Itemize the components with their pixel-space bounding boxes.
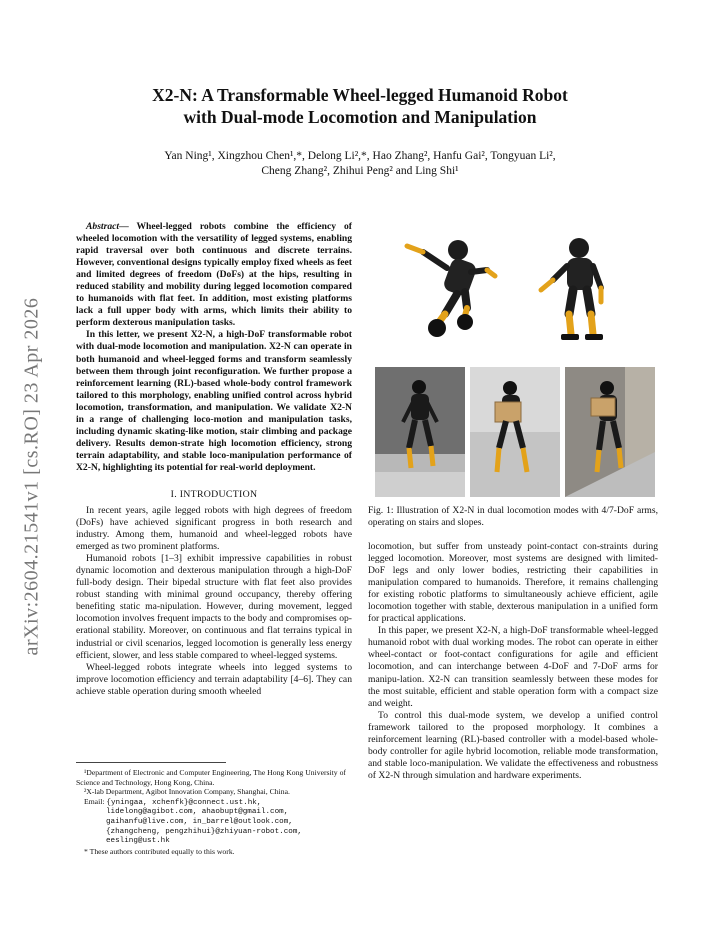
footnote-emails (76, 797, 356, 847)
intro-paragraph-2: Humanoid robots [1–3] exhibit impressive capabilities in robust dynamic locomotion and dexterous manipulation through a high-DoF full-body design. Their bipedal structure with flat feet also provides robust standing with minimal ground occupancy, thereby offering benefiting static ma-nipulation. However, during movement, legged locomotion involves frequent impacts to the body and compromises op-erational stability. Moreover, on continuous and flat terrains typical in industrial or civil scenarios, legged locomotion is generally less energy efficient, slower, and less stable compared to wheel-legged systems. (76, 553, 352, 661)
title-line-1: X2-N: A Transformable Wheel-legged Humanoid Robot (152, 85, 568, 105)
photo-package-delivery (470, 367, 560, 497)
right-paragraph-2: In this paper, we present X2-N, a high-DoF transformable wheel-legged humanoid robot with dual working modes. The robot can operate in either wheel-contact or foot-contact configurations for agile and efficient locomotion, and can interchange between 4-DoF and 7-DoF arms for manipu-lation. X2-N can transition seamlessly between these modes for the most suitable, efficient and stable operation form with a compact size and weight. (368, 625, 658, 709)
email-line: lidelong@agibot.com, ahaobupt@gmail.com, (106, 808, 289, 817)
email-line: gaihanfu@live.com, in_barrel@outlook.com, (106, 817, 293, 826)
robot-wheel-legged-render (407, 240, 495, 337)
abstract (76, 221, 352, 474)
abstract-paragraph-2: In this letter, we present X2-N, a high-DoF transformable robot with dual-mode locomotion and manipulation. X2-N can operate in both humanoid and wheel-legged forms and transform seamlessly between them through joint reconfiguration. We further propose a reinforcement learning (RL)-based whole-body control framework tailored to this morphology, enabling unified control across hybrid locomotion, transformation, and manipulation. We validate X2-N in a range of challenging loco-motion and manipulation tasks, including dynamic skating-like motion, stair climbing and package delivery. Results demon-strate high locomotion efficiency, strong terrain adaptability, and stable loco-manipulation performance of X2-N, highlighting its potential for real-world deployment. (76, 329, 352, 473)
robot-humanoid-render (541, 238, 603, 340)
arxiv-stamp: arXiv:2604.21541v1 [cs.RO] 23 Apr 2026 (20, 297, 43, 656)
authors-line-1: Yan Ning¹, Xingzhou Chen¹,*, Delong Li²,*, Hao Zhang², Hanfu Gai², Tongyuan Li², (164, 150, 556, 162)
photo-slope (565, 367, 655, 497)
author-list (80, 149, 640, 179)
introduction-text (76, 505, 352, 698)
robot-illustration (375, 222, 655, 500)
right-column-text (368, 541, 658, 782)
intro-paragraph-3: Wheel-legged robots integrate wheels into legged systems to improve locomotion efficiency and terrain adaptability [4–6]. They can achieve stable operation during smooth wheeled (76, 661, 352, 697)
abstract-lead: Abstract (86, 221, 120, 232)
email-line: {zhangcheng, pengzhihui}@zhiyuan-robot.com, (106, 827, 302, 836)
email-line: {yningaa, xchenfk}@connect.ust.hk, (106, 798, 262, 807)
footnote-equal-contribution: * These authors contributed equally to this work. (84, 846, 235, 856)
photo-stairs (375, 367, 465, 497)
section-heading: I. INTRODUCTION (170, 489, 258, 500)
footnote-rule (76, 762, 226, 763)
footnote-affiliation-1: ¹Department of Electronic and Computer Engineering, The Hong Kong University of Science and Technology, Hong Kong, China. (76, 768, 346, 787)
figure-robots (375, 222, 655, 500)
right-paragraph-3: To control this dual-mode system, we develop a unified control framework tailored to the proposed morphology. It combines a reinforcement learning (RL)-based controller with a model-based whole-body controller for agile hybrid locomotion, reliable mode transformation, and stable loco-manipulation. We validate the effectiveness and robustness of X2-N through simulation and hardware experiments. (368, 709, 658, 781)
intro-paragraph-1: In recent years, agile legged robots with high degrees of freedom (DoFs) have achieved significant progress in both research and industry. Among them, humanoid and wheel-legged robots have emerged as two prominent platforms. (76, 505, 352, 553)
title-line-2: with Dual-mode Locomotion and Manipulation (183, 107, 537, 127)
footnotes (76, 768, 356, 856)
right-paragraph-1: locomotion, but suffer from unsteady point-contact con-straints during legged locomotion. Moreover, most systems are designed with limited-DoF legs and only lower bodies, restricting their capabilities in manipulation compared to humanoids. Therefore, it remains challenging for existing robotic platforms to simultaneously achieve efficient, agile locomotion together with stable, dexterous manipulation in a unified form for practical applications. (368, 541, 658, 625)
paper-title (60, 84, 660, 128)
email-label: Email: (84, 796, 105, 806)
abstract-paragraph-1: — Wheel-legged robots combine the efficiency of wheeled locomotion with the versatility of legged systems, enabling rapid traversal over both continuous and discrete terrains. However, conventional designs typically employ fixed wheels as feet and limited degrees of freedom (DoFs) at the hips, resulting in reduced stability and mobility during legged locomotion compared to humanoids with flat feet. In addition, most existing platforms lack a full upper body with arms, which limits their ability to perform dexterous manipulation tasks. (76, 221, 352, 329)
figure-caption: Fig. 1: Illustration of X2-N in dual locomotion modes with 4/7-DoF arms, operating on stairs and slopes. (368, 505, 658, 529)
authors-line-2: Cheng Zhang², Zhihui Peng² and Ling Shi¹ (261, 165, 459, 177)
email-line: eesling@ust.hk (106, 837, 170, 846)
footnote-affiliation-2: ²X-lab Department, Agibot Innovation Company, Shanghai, China. (84, 787, 290, 797)
